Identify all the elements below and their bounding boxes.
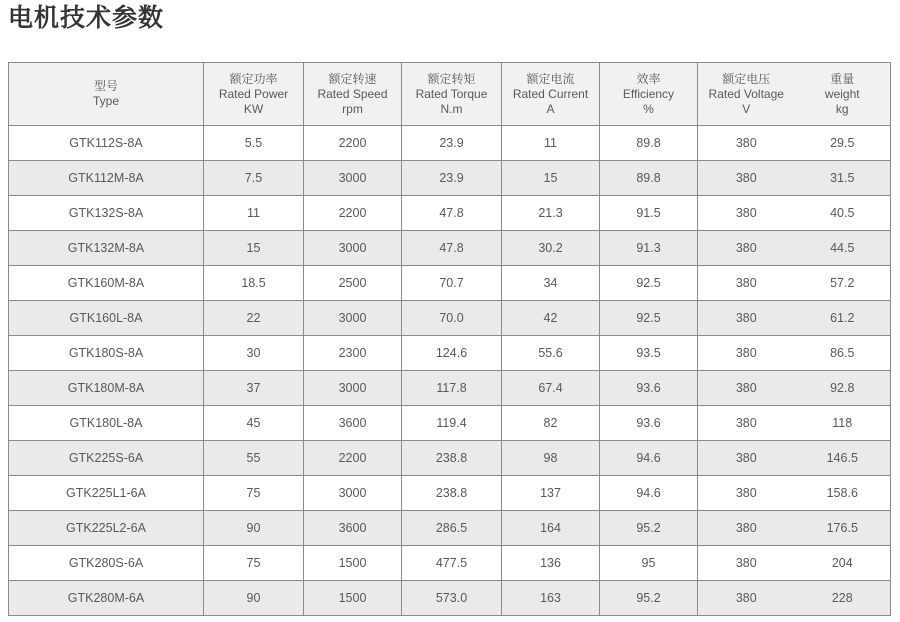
cell-rated-speed: 3000: [304, 231, 402, 266]
cell-weight: 44.5: [795, 231, 891, 266]
table-row: [9, 196, 891, 231]
cell-weight: 176.5: [795, 511, 891, 546]
table-row: [9, 301, 891, 336]
cell-model: GTK160M-8A: [9, 266, 204, 301]
cell-model: GTK280S-6A: [9, 546, 204, 581]
cell-efficiency: 95: [600, 546, 698, 581]
cell-rated-speed: 3000: [304, 371, 402, 406]
cell-model: GTK180M-8A: [9, 371, 204, 406]
cell-rated-voltage: 380: [698, 126, 795, 161]
cell-rated-current: 137: [502, 476, 600, 511]
cell-rated-voltage: 380: [698, 161, 795, 196]
cell-rated-current: 34: [502, 266, 600, 301]
cell-rated-speed: 2200: [304, 196, 402, 231]
header-label-unit: rpm: [342, 101, 363, 116]
cell-rated-voltage: 380: [698, 336, 795, 371]
cell-efficiency: 94.6: [600, 476, 698, 511]
cell-rated-voltage: 380: [698, 196, 795, 231]
cell-efficiency: 93.6: [600, 371, 698, 406]
cell-rated-power: 75: [204, 546, 304, 581]
cell-rated-speed: 3000: [304, 161, 402, 196]
header-label-unit: N.m: [440, 101, 463, 116]
cell-weight: 204: [795, 546, 891, 581]
motor-specs-table: [8, 62, 891, 616]
cell-efficiency: 93.6: [600, 406, 698, 441]
cell-rated-voltage: 380: [698, 441, 795, 476]
cell-rated-torque: 47.8: [402, 231, 502, 266]
cell-weight: 29.5: [795, 126, 891, 161]
cell-rated-current: 21.3: [502, 196, 600, 231]
cell-rated-speed: 3000: [304, 476, 402, 511]
cell-rated-power: 11: [204, 196, 304, 231]
cell-rated-torque: 119.4: [402, 406, 502, 441]
cell-rated-current: 163: [502, 581, 600, 616]
header-label-unit: V: [742, 101, 751, 116]
column-header-weight: [795, 63, 891, 126]
cell-rated-voltage: 380: [698, 476, 795, 511]
cell-rated-current: 164: [502, 511, 600, 546]
page-title: 电机技术参数: [8, 4, 165, 32]
header-label-unit: kg: [835, 101, 849, 116]
cell-rated-torque: 573.0: [402, 581, 502, 616]
header-label-cn: 重量: [830, 71, 855, 86]
cell-rated-voltage: 380: [698, 546, 795, 581]
column-header-rated-current: [502, 63, 600, 126]
cell-rated-speed: 2200: [304, 126, 402, 161]
cell-model: GTK132M-8A: [9, 231, 204, 266]
table-row: [9, 161, 891, 196]
cell-rated-voltage: 380: [698, 301, 795, 336]
table-row: [9, 231, 891, 266]
cell-rated-current: 98: [502, 441, 600, 476]
cell-rated-torque: 124.6: [402, 336, 502, 371]
table-row: [9, 441, 891, 476]
header-label-cn: 额定功率: [229, 71, 278, 86]
table-row: [9, 546, 891, 581]
header-label-cn: 额定转矩: [427, 71, 476, 86]
cell-efficiency: 94.6: [600, 441, 698, 476]
cell-rated-current: 55.6: [502, 336, 600, 371]
cell-rated-power: 18.5: [204, 266, 304, 301]
cell-model: GTK225L1-6A: [9, 476, 204, 511]
cell-weight: 31.5: [795, 161, 891, 196]
cell-model: GTK132S-8A: [9, 196, 204, 231]
cell-model: GTK112S-8A: [9, 126, 204, 161]
cell-efficiency: 95.2: [600, 511, 698, 546]
cell-rated-power: 22: [204, 301, 304, 336]
cell-model: GTK225S-6A: [9, 441, 204, 476]
cell-rated-power: 90: [204, 581, 304, 616]
cell-rated-speed: 1500: [304, 546, 402, 581]
cell-rated-torque: 238.8: [402, 441, 502, 476]
cell-rated-speed: 3600: [304, 406, 402, 441]
cell-rated-current: 11: [502, 126, 600, 161]
cell-rated-power: 15: [204, 231, 304, 266]
cell-rated-power: 55: [204, 441, 304, 476]
header-label-en: Rated Current: [512, 86, 589, 101]
cell-efficiency: 92.5: [600, 266, 698, 301]
table-row: [9, 476, 891, 511]
cell-model: GTK280M-6A: [9, 581, 204, 616]
cell-rated-power: 5.5: [204, 126, 304, 161]
header-label-en: Rated Voltage: [708, 86, 784, 101]
cell-rated-current: 15: [502, 161, 600, 196]
cell-rated-current: 67.4: [502, 371, 600, 406]
cell-efficiency: 93.5: [600, 336, 698, 371]
cell-rated-speed: 2200: [304, 441, 402, 476]
header-label-cn: 额定转速: [328, 71, 377, 86]
cell-rated-speed: 3600: [304, 511, 402, 546]
cell-efficiency: 89.8: [600, 126, 698, 161]
table-row: [9, 581, 891, 616]
cell-model: GTK180L-8A: [9, 406, 204, 441]
cell-rated-torque: 23.9: [402, 126, 502, 161]
cell-efficiency: 92.5: [600, 301, 698, 336]
cell-weight: 146.5: [795, 441, 891, 476]
cell-rated-power: 45: [204, 406, 304, 441]
cell-efficiency: 89.8: [600, 161, 698, 196]
cell-rated-torque: 70.7: [402, 266, 502, 301]
table-body: [9, 126, 891, 616]
cell-weight: 57.2: [795, 266, 891, 301]
column-header-rated-power: [204, 63, 304, 126]
cell-rated-speed: 1500: [304, 581, 402, 616]
column-header-rated-speed: [304, 63, 402, 126]
cell-rated-current: 136: [502, 546, 600, 581]
header-label-unit: A: [546, 101, 555, 116]
column-header-rated-torque: [402, 63, 502, 126]
cell-rated-torque: 70.0: [402, 301, 502, 336]
cell-rated-power: 90: [204, 511, 304, 546]
cell-rated-torque: 47.8: [402, 196, 502, 231]
cell-rated-speed: 2500: [304, 266, 402, 301]
cell-weight: 40.5: [795, 196, 891, 231]
cell-efficiency: 91.5: [600, 196, 698, 231]
cell-rated-power: 30: [204, 336, 304, 371]
table-row: [9, 336, 891, 371]
cell-model: GTK225L2-6A: [9, 511, 204, 546]
cell-rated-current: 82: [502, 406, 600, 441]
header-label-en: Efficiency: [622, 86, 675, 101]
cell-rated-power: 37: [204, 371, 304, 406]
cell-rated-voltage: 380: [698, 511, 795, 546]
cell-rated-power: 7.5: [204, 161, 304, 196]
cell-rated-torque: 286.5: [402, 511, 502, 546]
column-header-rated-voltage: [698, 63, 795, 126]
header-label-en: Rated Speed: [317, 86, 388, 101]
cell-rated-voltage: 380: [698, 266, 795, 301]
cell-rated-current: 30.2: [502, 231, 600, 266]
cell-rated-torque: 238.8: [402, 476, 502, 511]
cell-rated-voltage: 380: [698, 371, 795, 406]
cell-rated-current: 42: [502, 301, 600, 336]
header-label-en: Rated Power: [218, 86, 289, 101]
cell-weight: 158.6: [795, 476, 891, 511]
header-row: [9, 63, 891, 126]
table-row: [9, 371, 891, 406]
table-row: [9, 406, 891, 441]
cell-weight: 118: [795, 406, 891, 441]
cell-rated-power: 75: [204, 476, 304, 511]
cell-rated-voltage: 380: [698, 581, 795, 616]
cell-rated-voltage: 380: [698, 231, 795, 266]
table-header: [9, 63, 891, 126]
cell-model: GTK180S-8A: [9, 336, 204, 371]
header-label-cn: 额定电流: [526, 71, 575, 86]
cell-model: GTK160L-8A: [9, 301, 204, 336]
header-label-cn: 额定电压: [722, 71, 771, 86]
table-row: [9, 126, 891, 161]
header-label-unit: %: [643, 101, 654, 116]
header-label-cn: 型号: [93, 79, 118, 93]
header-label-unit: KW: [243, 101, 264, 116]
cell-rated-speed: 3000: [304, 301, 402, 336]
column-header-efficiency: [600, 63, 698, 126]
cell-rated-torque: 23.9: [402, 161, 502, 196]
cell-rated-voltage: 380: [698, 406, 795, 441]
table-row: [9, 266, 891, 301]
column-header-type: [9, 63, 204, 126]
cell-weight: 61.2: [795, 301, 891, 336]
cell-efficiency: 91.3: [600, 231, 698, 266]
cell-weight: 92.8: [795, 371, 891, 406]
header-label-en: Rated Torque: [415, 86, 488, 101]
cell-weight: 228: [795, 581, 891, 616]
cell-rated-torque: 477.5: [402, 546, 502, 581]
header-label-en: weight: [824, 86, 860, 101]
cell-rated-torque: 117.8: [402, 371, 502, 406]
header-label-cn: 效率: [636, 71, 661, 86]
cell-rated-speed: 2300: [304, 336, 402, 371]
table-row: [9, 511, 891, 546]
header-label-en: Type: [92, 94, 119, 108]
cell-weight: 86.5: [795, 336, 891, 371]
cell-model: GTK112M-8A: [9, 161, 204, 196]
cell-efficiency: 95.2: [600, 581, 698, 616]
